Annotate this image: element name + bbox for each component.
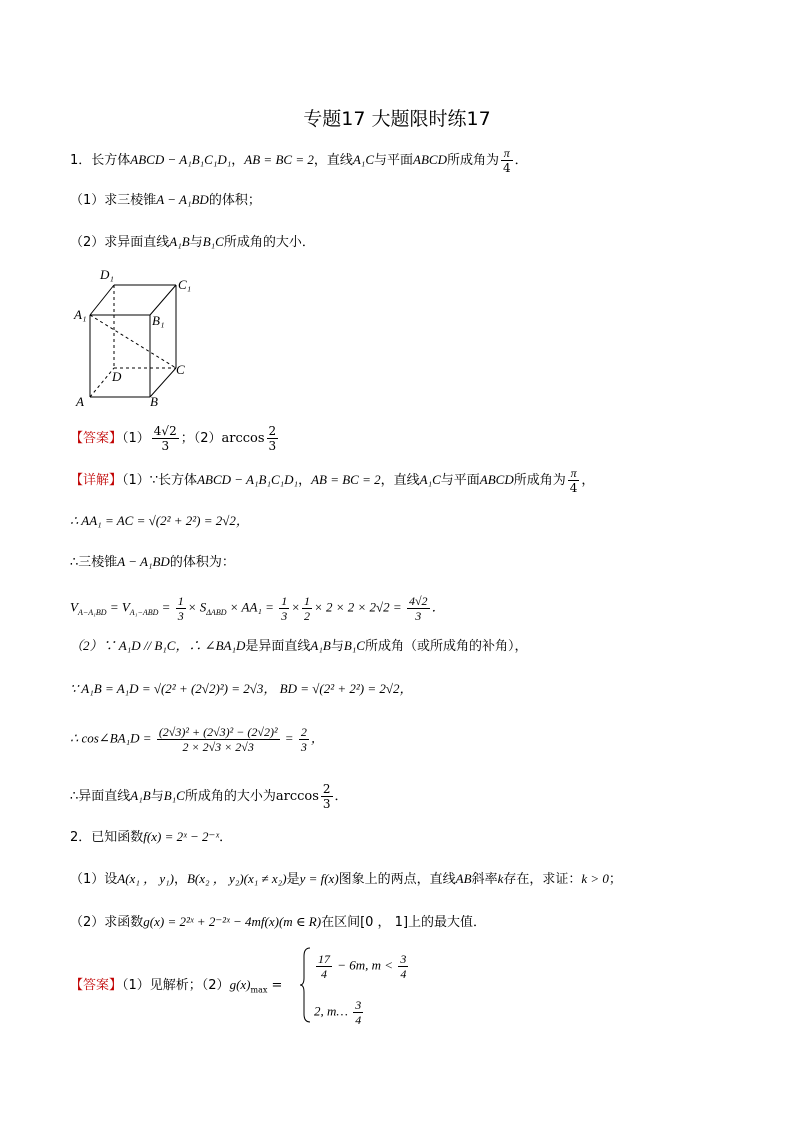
- label-A: A: [76, 394, 84, 409]
- q1-part2: （2）求异面直线A₁B与B₁C所成角的大小．: [70, 234, 315, 250]
- q1-detail-line8: ∴异面直线A₁B与B₁C所成角的大小为arccos $\frac{2}{3}$ ．: [70, 782, 348, 811]
- q1-stem: 1．长方体ABCD − A₁B₁C₁D₁，AB = BC = 2，直线A₁C与平面ABCD所成角为 $\frac{\pi}{4}$ ．: [70, 146, 528, 175]
- piecewise-brace: [300, 946, 312, 1024]
- q1-detail-line3: ∴三棱锥A − A₁BD的体积为：: [70, 554, 235, 570]
- answer-tag: 【答案】: [70, 431, 123, 446]
- answer-tag-2: 【答案】: [70, 978, 123, 993]
- q2-part1: （1）设A(x₁ ， y₁)，B(x₂ ， y₂)(x₁ ≠ x₂)是y = f(x)图象上的两点，直线AB斜率k存在，求证：k > 0；: [70, 871, 622, 887]
- q1-detail-line2: ∴ AA₁ = AC = √(2² + 2²) = 2√2，: [70, 513, 249, 528]
- label-B: B: [150, 394, 158, 409]
- label-D: D: [112, 369, 122, 384]
- angle-fraction: $\frac{\pi}{4}$: [502, 146, 511, 175]
- q2-answer: 【答案】（1）见解析；$(2)g(x)_{max}$ =: [70, 977, 283, 995]
- detail-tag: 【详解】: [70, 473, 123, 488]
- q1-detail-line7: ∴ cos∠BA₁D = $\frac{\text{(2√3)² + (2√3)² − (2√2)²}}{2 \times 2√3 \times 2√3}$ = $\frac{2}{3}$ ，: [70, 725, 324, 754]
- label-C: C: [176, 362, 185, 377]
- q1-detail-line6: ∵ A₁B = A₁D = √(2² + (2√2)²) = 2√3， BD = √(2² + 2²) = 2√2，: [70, 681, 413, 696]
- label-A1: A₁: [74, 307, 87, 322]
- q1-detail-line5: （2）∵ A₁D // B₁C，∴ ∠BA₁D是异面直线A₁B与B₁C所成角（或所成角的补角），: [70, 638, 528, 654]
- piecewise-case-2: 2, m… $\frac{3}{4}$: [314, 998, 362, 1027]
- q1-detail-line4: $V_{A-A_1BD} = V_{A_1-ABD}$ = $\frac{1}{3}$ × $S_{\Delta ABD} \times AA_1$ = $\frac{1}{3}$ × $\frac{1}{2}$ × 2 × 2 × 2√2 = $\frac{4√2}{3}$ ．: [70, 594, 445, 623]
- prism-figure: [72, 265, 202, 414]
- page-title: 专题17 大题限时练17: [303, 108, 491, 130]
- piecewise-case-1: $\frac{17}{4}$ − 6m, m < $\frac{3}{4}$: [318, 952, 407, 981]
- q1-answer: 【答案】（1） $\frac{4√2}{3}$ ；（2）arccos $\frac{2}{3}$: [70, 424, 277, 453]
- prism-diagram: [72, 265, 202, 410]
- q1-part1: （1）求三棱锥A − A₁BD的体积；: [70, 192, 261, 208]
- label-B1: B₁: [152, 313, 165, 328]
- label-C1: C₁: [178, 277, 192, 292]
- q2-part2: （2）求函数g(x) = 2²ˣ + 2⁻²ˣ − 4mf(x)(m ∈ R)在区间[0 ， 1]上的最大值．: [70, 914, 487, 930]
- label-D1: D₁: [100, 267, 114, 282]
- q2-stem: 2．已知函数f(x) = 2ˣ − 2⁻ˣ．: [70, 829, 233, 845]
- q1-detail-line1: 【详解】（1）∵长方体ABCD − A₁B₁C₁D₁，AB = BC = 2，直线A₁C与平面ABCD所成角为 $\frac{\pi}{4}$ ，: [70, 466, 595, 495]
